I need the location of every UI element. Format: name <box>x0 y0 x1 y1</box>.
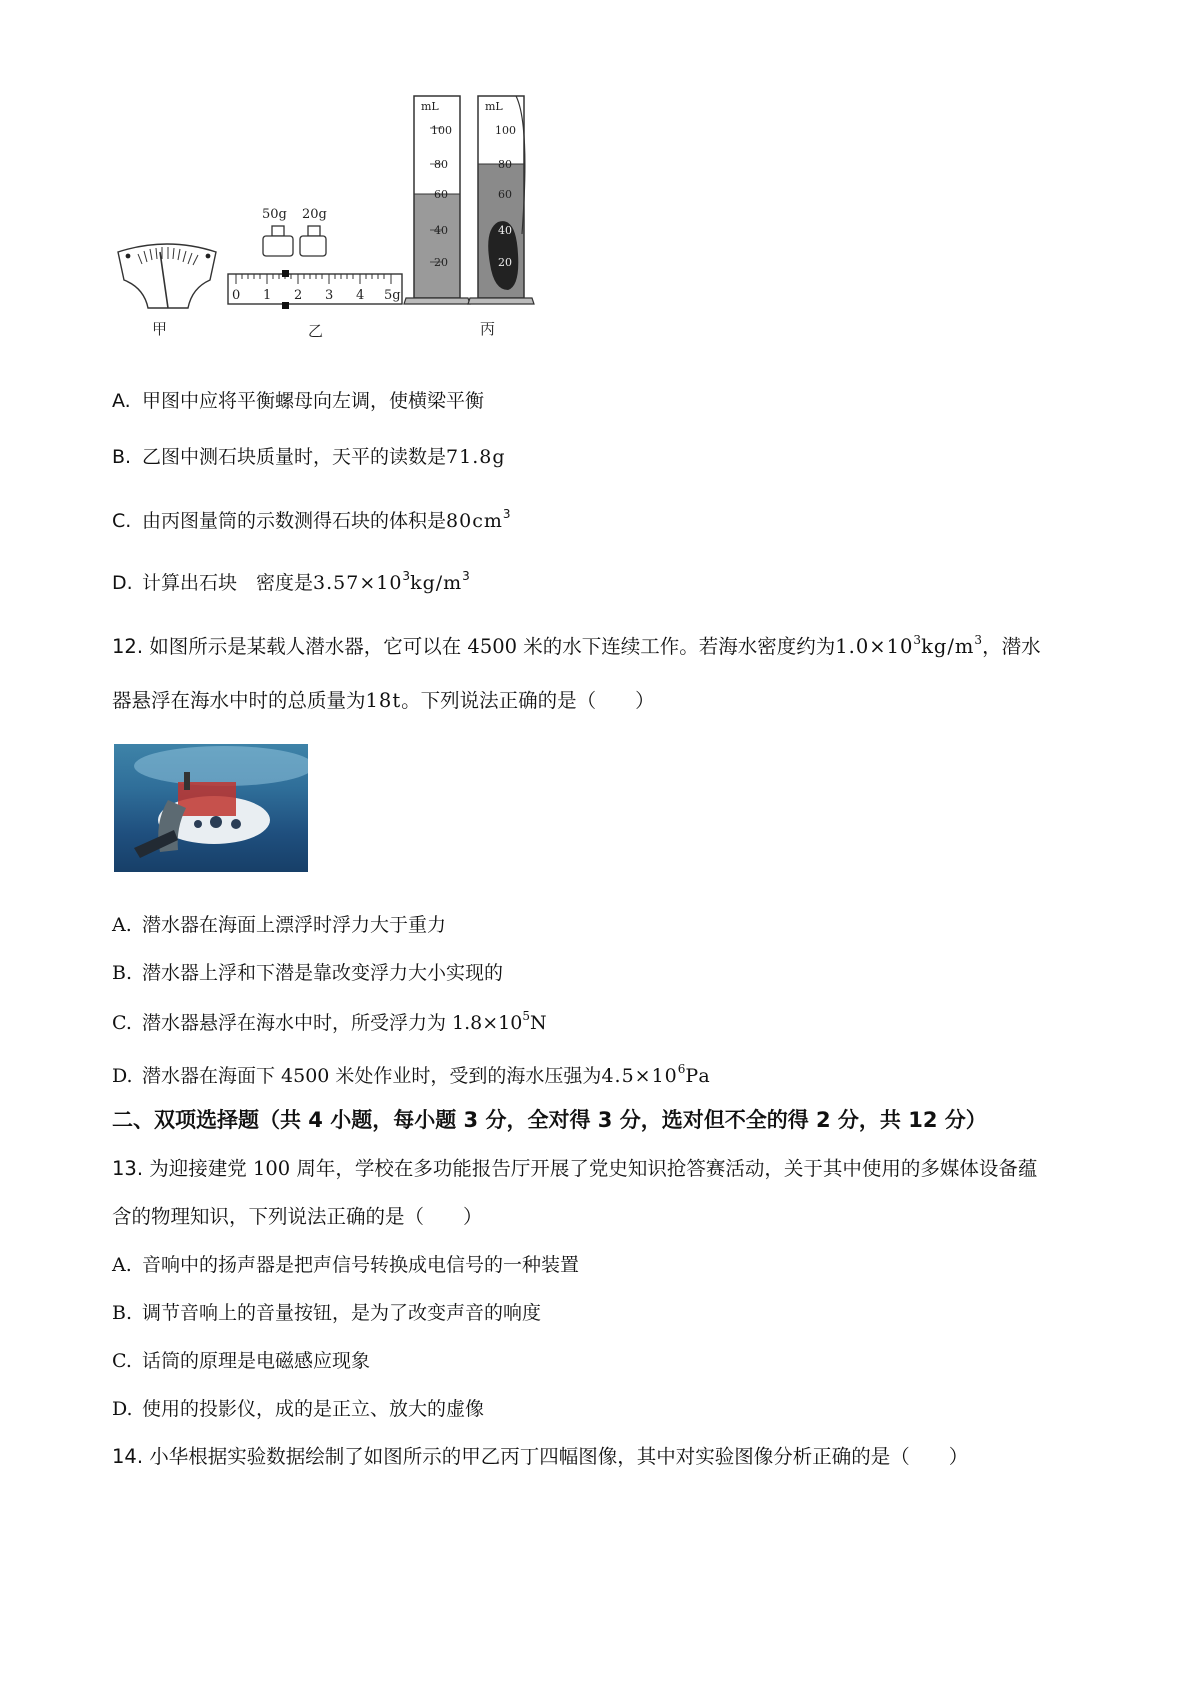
weight-50g <box>262 207 293 256</box>
svg-text:4: 4 <box>356 288 365 303</box>
svg-text:40: 40 <box>498 224 512 237</box>
q11-option-d: D. 计算出石块 密度是$3.57\times 10^3kg/m^3$ <box>112 569 470 594</box>
svg-text:2: 2 <box>294 288 303 303</box>
q13-line-1: 13. 为迎接建党 100 周年，学校在多功能报告厅开展了党史知识抢答赛活动，关于其中使用的多媒体设备蕴 <box>112 1157 1038 1180</box>
svg-text:20: 20 <box>434 256 448 269</box>
q12-option-d: D. 潜水器在海面下 4500 米处作业时，受到的海水压强为$4.5\times 10^6Pa$ <box>112 1062 711 1087</box>
svg-text:80: 80 <box>498 158 512 171</box>
q13-option-a: A. 音响中的扬声器是把声信号转换成电信号的一种装置 <box>112 1254 580 1276</box>
svg-text:1: 1 <box>263 288 272 303</box>
svg-text:60: 60 <box>434 188 448 201</box>
q13-option-c: C. 话筒的原理是电磁感应现象 <box>112 1350 371 1372</box>
svg-text:mL: mL <box>421 100 439 113</box>
balance-ruler <box>228 270 402 309</box>
label-bing: 丙 <box>480 320 496 338</box>
q11-option-c: C. 由丙图量筒的示数测得石块的体积是$80cm^3$ <box>112 507 511 532</box>
svg-text:50g: 50g <box>262 207 287 222</box>
submersible-photo <box>114 744 308 872</box>
q11-option-a: A. 甲图中应将平衡螺母向左调，使横梁平衡 <box>112 390 485 412</box>
q12-option-b: B. 潜水器上浮和下潜是靠改变浮力大小实现的 <box>112 962 504 984</box>
weight-20g <box>300 207 327 256</box>
cylinder-left <box>404 96 470 304</box>
q11-option-b: B. 乙图中测石块质量时，天平的读数是71.8g <box>112 446 506 468</box>
q12-option-c: C. 潜水器悬浮在海水中时，所受浮力为 $1.8\times 10^5N$ <box>112 1009 547 1034</box>
label-jia: 甲 <box>152 320 168 338</box>
section-2-heading: 二、双项选择题（共 4 小题，每小题 3 分，全对得 3 分，选对但不全的得 2 分，共 12 分） <box>112 1108 987 1132</box>
balance-dial <box>118 244 216 308</box>
svg-text:60: 60 <box>498 188 512 201</box>
svg-text:40: 40 <box>434 224 448 237</box>
svg-text:3: 3 <box>325 288 334 303</box>
label-yi: 乙 <box>308 322 324 340</box>
svg-text:20: 20 <box>498 256 512 269</box>
svg-text:mL: mL <box>485 100 503 113</box>
q12-line-1: 12. 如图所示是某载人潜水器，它可以在 4500 米的水下连续工作。若海水密度约为$1.0\times 10^3kg/m^3$，潜水 <box>112 633 1041 658</box>
q13-line-2: 含的物理知识，下列说法正确的是（ ） <box>112 1205 483 1228</box>
experiment-figure <box>112 94 592 366</box>
q12-line-2: 器悬浮在海水中时的总质量为18t。下列说法正确的是（ ） <box>112 689 655 712</box>
svg-text:80: 80 <box>434 158 448 171</box>
q13-option-d: D. 使用的投影仪，成的是正立、放大的虚像 <box>112 1398 485 1420</box>
svg-text:100: 100 <box>431 124 452 137</box>
cylinder-right <box>468 96 534 304</box>
q12-option-a: A. 潜水器在海面上漂浮时浮力大于重力 <box>112 914 447 936</box>
svg-text:100: 100 <box>495 124 516 137</box>
svg-text:5g: 5g <box>384 288 401 303</box>
q13-option-b: B. 调节音响上的音量按钮，是为了改变声音的响度 <box>112 1302 542 1324</box>
svg-text:0: 0 <box>232 288 241 303</box>
q14-line-1: 14. 小华根据实验数据绘制了如图所示的甲乙丙丁四幅图像，其中对实验图像分析正确的是（ ） <box>112 1445 969 1468</box>
svg-text:20g: 20g <box>302 207 327 222</box>
